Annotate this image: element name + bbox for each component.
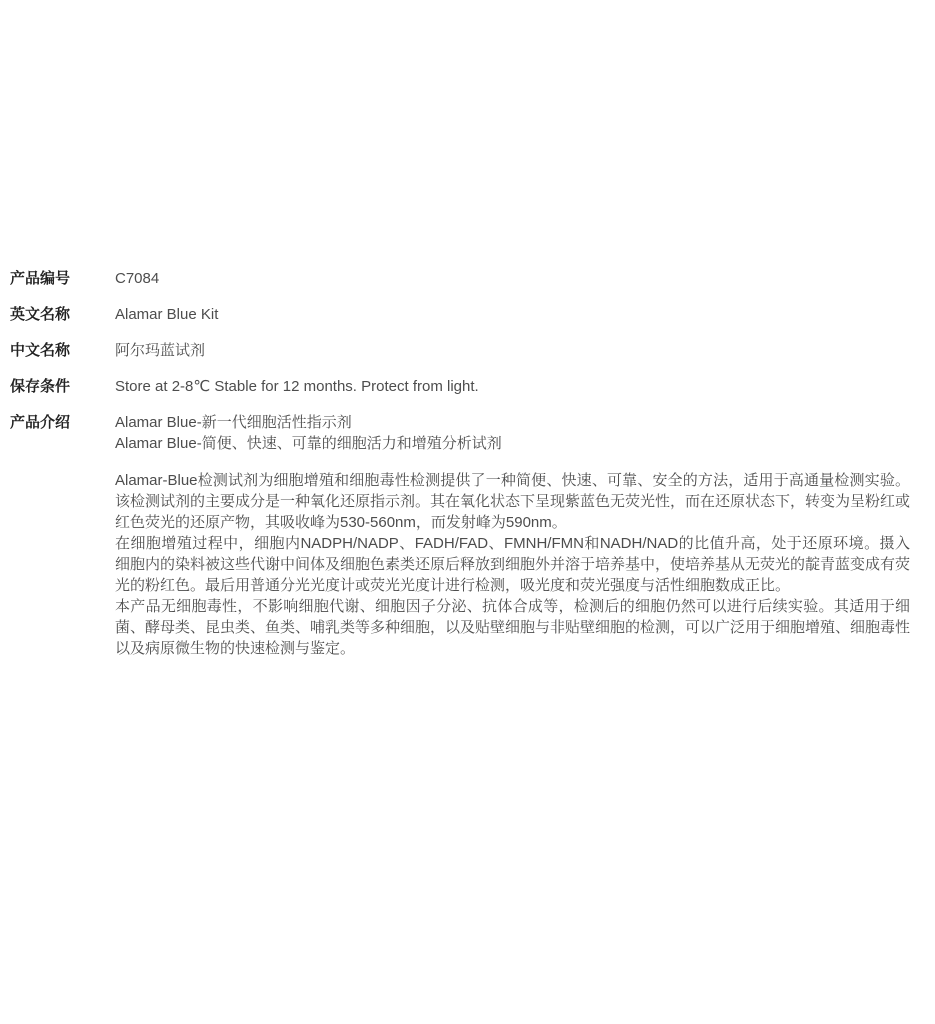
product-intro-value (115, 412, 910, 659)
storage-condition-label: 保存条件 (10, 378, 71, 395)
product-intro-label: 产品介绍 (10, 414, 71, 431)
english-name-value: Alamar Blue Kit (115, 306, 219, 323)
product-number-row (10, 268, 910, 289)
chinese-name-value: 阿尔玛蓝试剂 (115, 342, 206, 359)
english-name-row (10, 304, 910, 325)
intro-subtitle-line-1: Alamar Blue-新一代细胞活性指示剂 (115, 414, 352, 431)
product-number-value: C7084 (115, 270, 160, 287)
chinese-name-label: 中文名称 (10, 342, 71, 359)
intro-paragraph-3: 本产品无细胞毒性，不影响细胞代谢、细胞因子分泌、抗体合成等，检测后的细胞仍然可以进行后续实验。其适用于细菌、酵母类、昆虫类、鱼类、哺乳类等多种细胞，以及贴壁细胞与非贴壁细胞的检测，可以广泛用于细胞增殖、细胞毒性以及病原微生物的快速检测与鉴定。 (115, 598, 911, 657)
chinese-name-row (10, 340, 910, 361)
storage-condition-row (10, 376, 910, 397)
intro-paragraph-2: 在细胞增殖过程中，细胞内NADPH/NADP、FADH/FAD、FMNH/FMN和NADH/NAD的比值升高，处于还原环境。摄入细胞内的染料被这些代谢中间体及细胞色素类还原后释放到细胞外并溶于培养基中，使培养基从无荧光的靛青蓝变成有荧光的粉红色。最后用普通分光光度计或荧光光度计进行检测，吸光度和荧光强度与活性细胞数成正比。 (115, 535, 911, 594)
intro-subtitle-line-2: Alamar Blue-简便、快速、可靠的细胞活力和增殖分析试剂 (115, 435, 502, 452)
product-number-label: 产品编号 (10, 270, 71, 287)
storage-condition-value: Store at 2-8℃ Stable for 12 months. Protect from light. (115, 378, 479, 395)
intro-paragraphs (115, 470, 910, 659)
product-intro-row (10, 412, 910, 659)
english-name-label: 英文名称 (10, 306, 71, 323)
intro-paragraph-1: Alamar-Blue检测试剂为细胞增殖和细胞毒性检测提供了一种简便、快速、可靠、安全的方法，适用于高通量检测实验。该检测试剂的主要成分是一种氧化还原指示剂。其在氧化状态下呈现紫蓝色无荧光性，而在还原状态下，转变为呈粉红或红色荧光的还原产物，其吸收峰为530-560nm，而发射峰为590nm。 (115, 472, 911, 531)
